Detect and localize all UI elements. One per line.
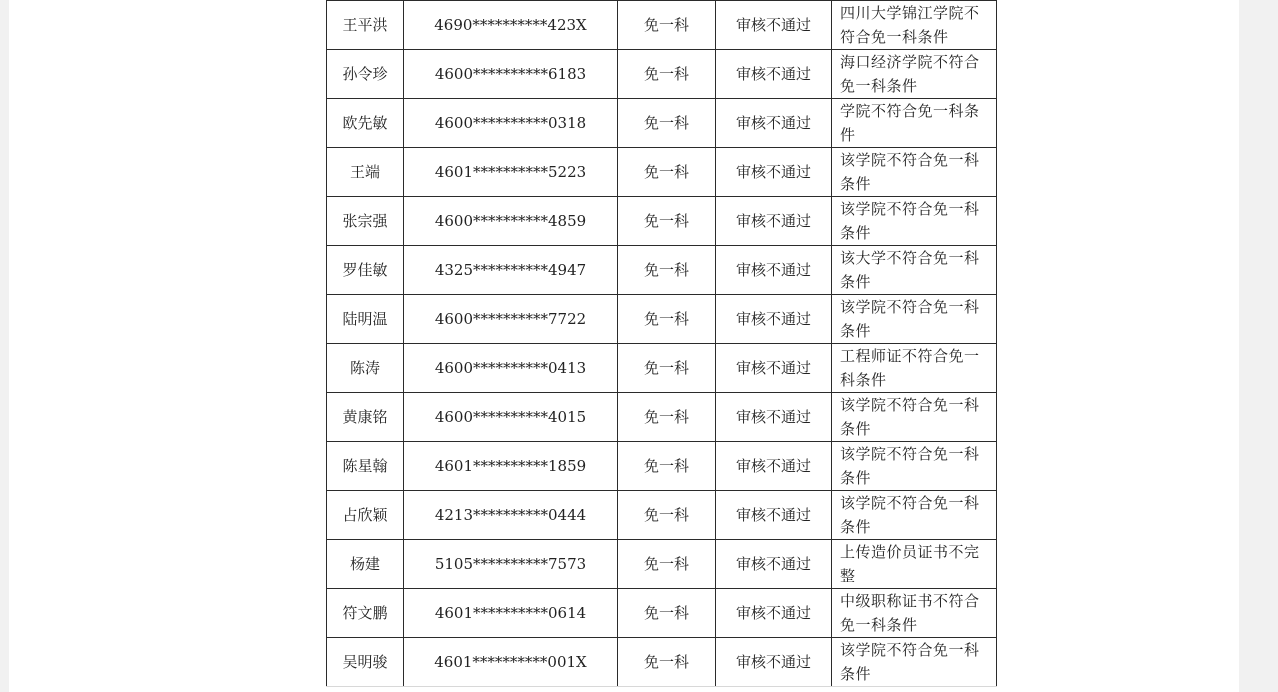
applicant-name: 陈星翰 <box>327 442 404 491</box>
table-row <box>327 197 997 246</box>
audit-results-table <box>326 0 997 687</box>
id-number: 4690**********423X <box>404 1 618 50</box>
rejection-reason: 上传造价员证书不完整 <box>832 540 997 589</box>
document-page <box>9 0 1239 692</box>
id-number: 4325**********4947 <box>404 246 618 295</box>
rejection-reason: 中级职称证书不符合免一科条件 <box>832 589 997 638</box>
applicant-name: 孙令珍 <box>327 50 404 99</box>
audit-results-body <box>327 1 997 687</box>
exemption-type: 免一科 <box>618 393 716 442</box>
audit-status: 审核不通过 <box>716 491 832 540</box>
rejection-reason: 该学院不符合免一科条件 <box>832 393 997 442</box>
rejection-reason: 该学院不符合免一科条件 <box>832 491 997 540</box>
exemption-type: 免一科 <box>618 148 716 197</box>
table-row <box>327 148 997 197</box>
exemption-type: 免一科 <box>618 246 716 295</box>
audit-status: 审核不通过 <box>716 295 832 344</box>
audit-status: 审核不通过 <box>716 344 832 393</box>
audit-status: 审核不通过 <box>716 197 832 246</box>
table-row <box>327 295 997 344</box>
rejection-reason: 学院不符合免一科条件 <box>832 99 997 148</box>
exemption-type: 免一科 <box>618 540 716 589</box>
applicant-name: 占欣颖 <box>327 491 404 540</box>
audit-status: 审核不通过 <box>716 442 832 491</box>
table-row <box>327 99 997 148</box>
applicant-name: 吴明骏 <box>327 638 404 687</box>
table-row <box>327 344 997 393</box>
exemption-type: 免一科 <box>618 295 716 344</box>
exemption-type: 免一科 <box>618 50 716 99</box>
applicant-name: 欧先敏 <box>327 99 404 148</box>
applicant-name: 陆明温 <box>327 295 404 344</box>
applicant-name: 陈涛 <box>327 344 404 393</box>
audit-status: 审核不通过 <box>716 540 832 589</box>
applicant-name: 王端 <box>327 148 404 197</box>
rejection-reason: 海口经济学院不符合免一科条件 <box>832 50 997 99</box>
id-number: 4600**********0318 <box>404 99 618 148</box>
applicant-name: 杨建 <box>327 540 404 589</box>
table-row <box>327 540 997 589</box>
audit-status: 审核不通过 <box>716 638 832 687</box>
id-number: 4601**********5223 <box>404 148 618 197</box>
table-row <box>327 491 997 540</box>
table-row <box>327 393 997 442</box>
id-number: 4600**********6183 <box>404 50 618 99</box>
applicant-name: 王平洪 <box>327 1 404 50</box>
exemption-type: 免一科 <box>618 442 716 491</box>
id-number: 4600**********0413 <box>404 344 618 393</box>
exemption-type: 免一科 <box>618 1 716 50</box>
table-row <box>327 442 997 491</box>
audit-status: 审核不通过 <box>716 246 832 295</box>
exemption-type: 免一科 <box>618 197 716 246</box>
applicant-name: 符文鹏 <box>327 589 404 638</box>
rejection-reason: 该学院不符合免一科条件 <box>832 148 997 197</box>
rejection-reason: 该学院不符合免一科条件 <box>832 442 997 491</box>
audit-status: 审核不通过 <box>716 589 832 638</box>
id-number: 4213**********0444 <box>404 491 618 540</box>
id-number: 4600**********7722 <box>404 295 618 344</box>
table-row <box>327 638 997 687</box>
applicant-name: 罗佳敏 <box>327 246 404 295</box>
rejection-reason: 该学院不符合免一科条件 <box>832 638 997 687</box>
rejection-reason: 该学院不符合免一科条件 <box>832 295 997 344</box>
id-number: 4601**********001X <box>404 638 618 687</box>
exemption-type: 免一科 <box>618 344 716 393</box>
rejection-reason: 该学院不符合免一科条件 <box>832 197 997 246</box>
audit-status: 审核不通过 <box>716 50 832 99</box>
rejection-reason: 工程师证不符合免一科条件 <box>832 344 997 393</box>
id-number: 5105**********7573 <box>404 540 618 589</box>
id-number: 4600**********4859 <box>404 197 618 246</box>
rejection-reason: 该大学不符合免一科条件 <box>832 246 997 295</box>
audit-status: 审核不通过 <box>716 1 832 50</box>
audit-status: 审核不通过 <box>716 148 832 197</box>
exemption-type: 免一科 <box>618 99 716 148</box>
exemption-type: 免一科 <box>618 491 716 540</box>
id-number: 4600**********4015 <box>404 393 618 442</box>
audit-status: 审核不通过 <box>716 393 832 442</box>
audit-status: 审核不通过 <box>716 99 832 148</box>
table-row <box>327 246 997 295</box>
table-row <box>327 589 997 638</box>
id-number: 4601**********1859 <box>404 442 618 491</box>
applicant-name: 黄康铭 <box>327 393 404 442</box>
applicant-name: 张宗强 <box>327 197 404 246</box>
exemption-type: 免一科 <box>618 589 716 638</box>
table-row <box>327 1 997 50</box>
exemption-type: 免一科 <box>618 638 716 687</box>
table-row <box>327 50 997 99</box>
id-number: 4601**********0614 <box>404 589 618 638</box>
rejection-reason: 四川大学锦江学院不符合免一科条件 <box>832 1 997 50</box>
